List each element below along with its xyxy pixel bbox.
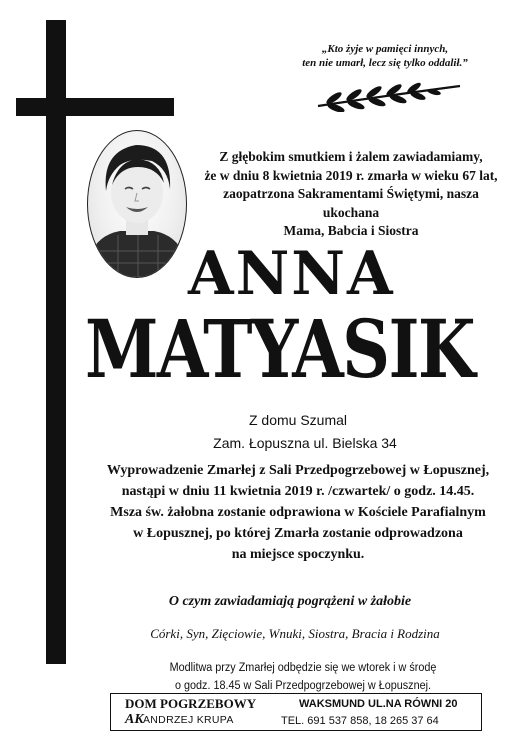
funeral-home-name: DOM POGRZEBOWY <box>125 696 257 711</box>
prayer-line-1: Modlitwa przy Zmarłej odbędzie się we wtorek i w środę <box>169 662 437 674</box>
intro-line-3: zaopatrzona Sakramentami Świętymi, nasza ukochana <box>223 186 479 220</box>
prayer-notice <box>112 659 494 695</box>
portrait-figure <box>88 131 186 277</box>
intro-line-1: Z głębokim smutkiem i żalem zawiadamiamy, <box>219 149 483 164</box>
mourners-list: Córki, Syn, Zięciowie, Wnuki, Siostra, Bracia i Rodzina <box>150 626 440 641</box>
announcement-intro <box>196 148 506 241</box>
cross-icon-horizontal <box>16 98 174 116</box>
residence-address: Zam. Łopuszna ul. Bielska 34 <box>213 435 397 451</box>
ceremony-line-2: nastąpi w dniu 11 kwietnia 2019 r. /czwartek/ o godz. 14.45. <box>121 484 475 499</box>
quote <box>270 42 500 70</box>
ceremony-line-3: Msza św. żałobna zostanie odprawiona w Kościele Parafialnym <box>110 505 486 520</box>
mourners-heading: O czym zawiadamiają pogrążeni w żałobie <box>168 594 412 609</box>
intro-line-4: Mama, Babcia i Siostra <box>283 223 419 238</box>
branch-icon <box>314 82 464 112</box>
prayer-line-2: o godz. 18.45 w Sali Przedpogrzebowej w Łopusznej. <box>174 680 432 692</box>
funeral-home-phone: TEL. 691 537 858, 18 265 37 64 <box>281 715 439 727</box>
ceremony-line-5: na miejsce spoczynku. <box>231 547 365 562</box>
last-name: MATYASIK <box>85 302 474 396</box>
funeral-home-logo: AK <box>125 712 144 727</box>
quote-line-2: ten nie umarł, lecz się tylko oddalił.” <box>302 57 468 69</box>
funeral-home-box <box>110 693 482 731</box>
intro-line-2: że w dniu 8 kwietnia 2019 r. zmarła w wieku 67 lat, <box>204 167 498 183</box>
ceremony-line-1: Wyprowadzenie Zmarłej z Sali Przedpogrzebowej w Łopusznej, <box>106 463 490 478</box>
cross-icon-vertical <box>46 20 66 664</box>
maiden-name: Z domu Szumal <box>248 412 348 428</box>
portrait-photo <box>87 130 187 278</box>
funeral-details <box>80 460 516 565</box>
funeral-home-owner: ANDRZEJ KRUPA <box>143 714 234 726</box>
funeral-home-address: WAKSMUND UL.NA RÓWNI 20 <box>299 698 458 710</box>
ceremony-line-4: w Łopusznej, po której Zmarła zostanie odprowadzona <box>133 526 463 541</box>
quote-line-1: „Kto żyje w pamięci innych, <box>321 43 449 55</box>
first-name: ANNA <box>188 239 395 309</box>
